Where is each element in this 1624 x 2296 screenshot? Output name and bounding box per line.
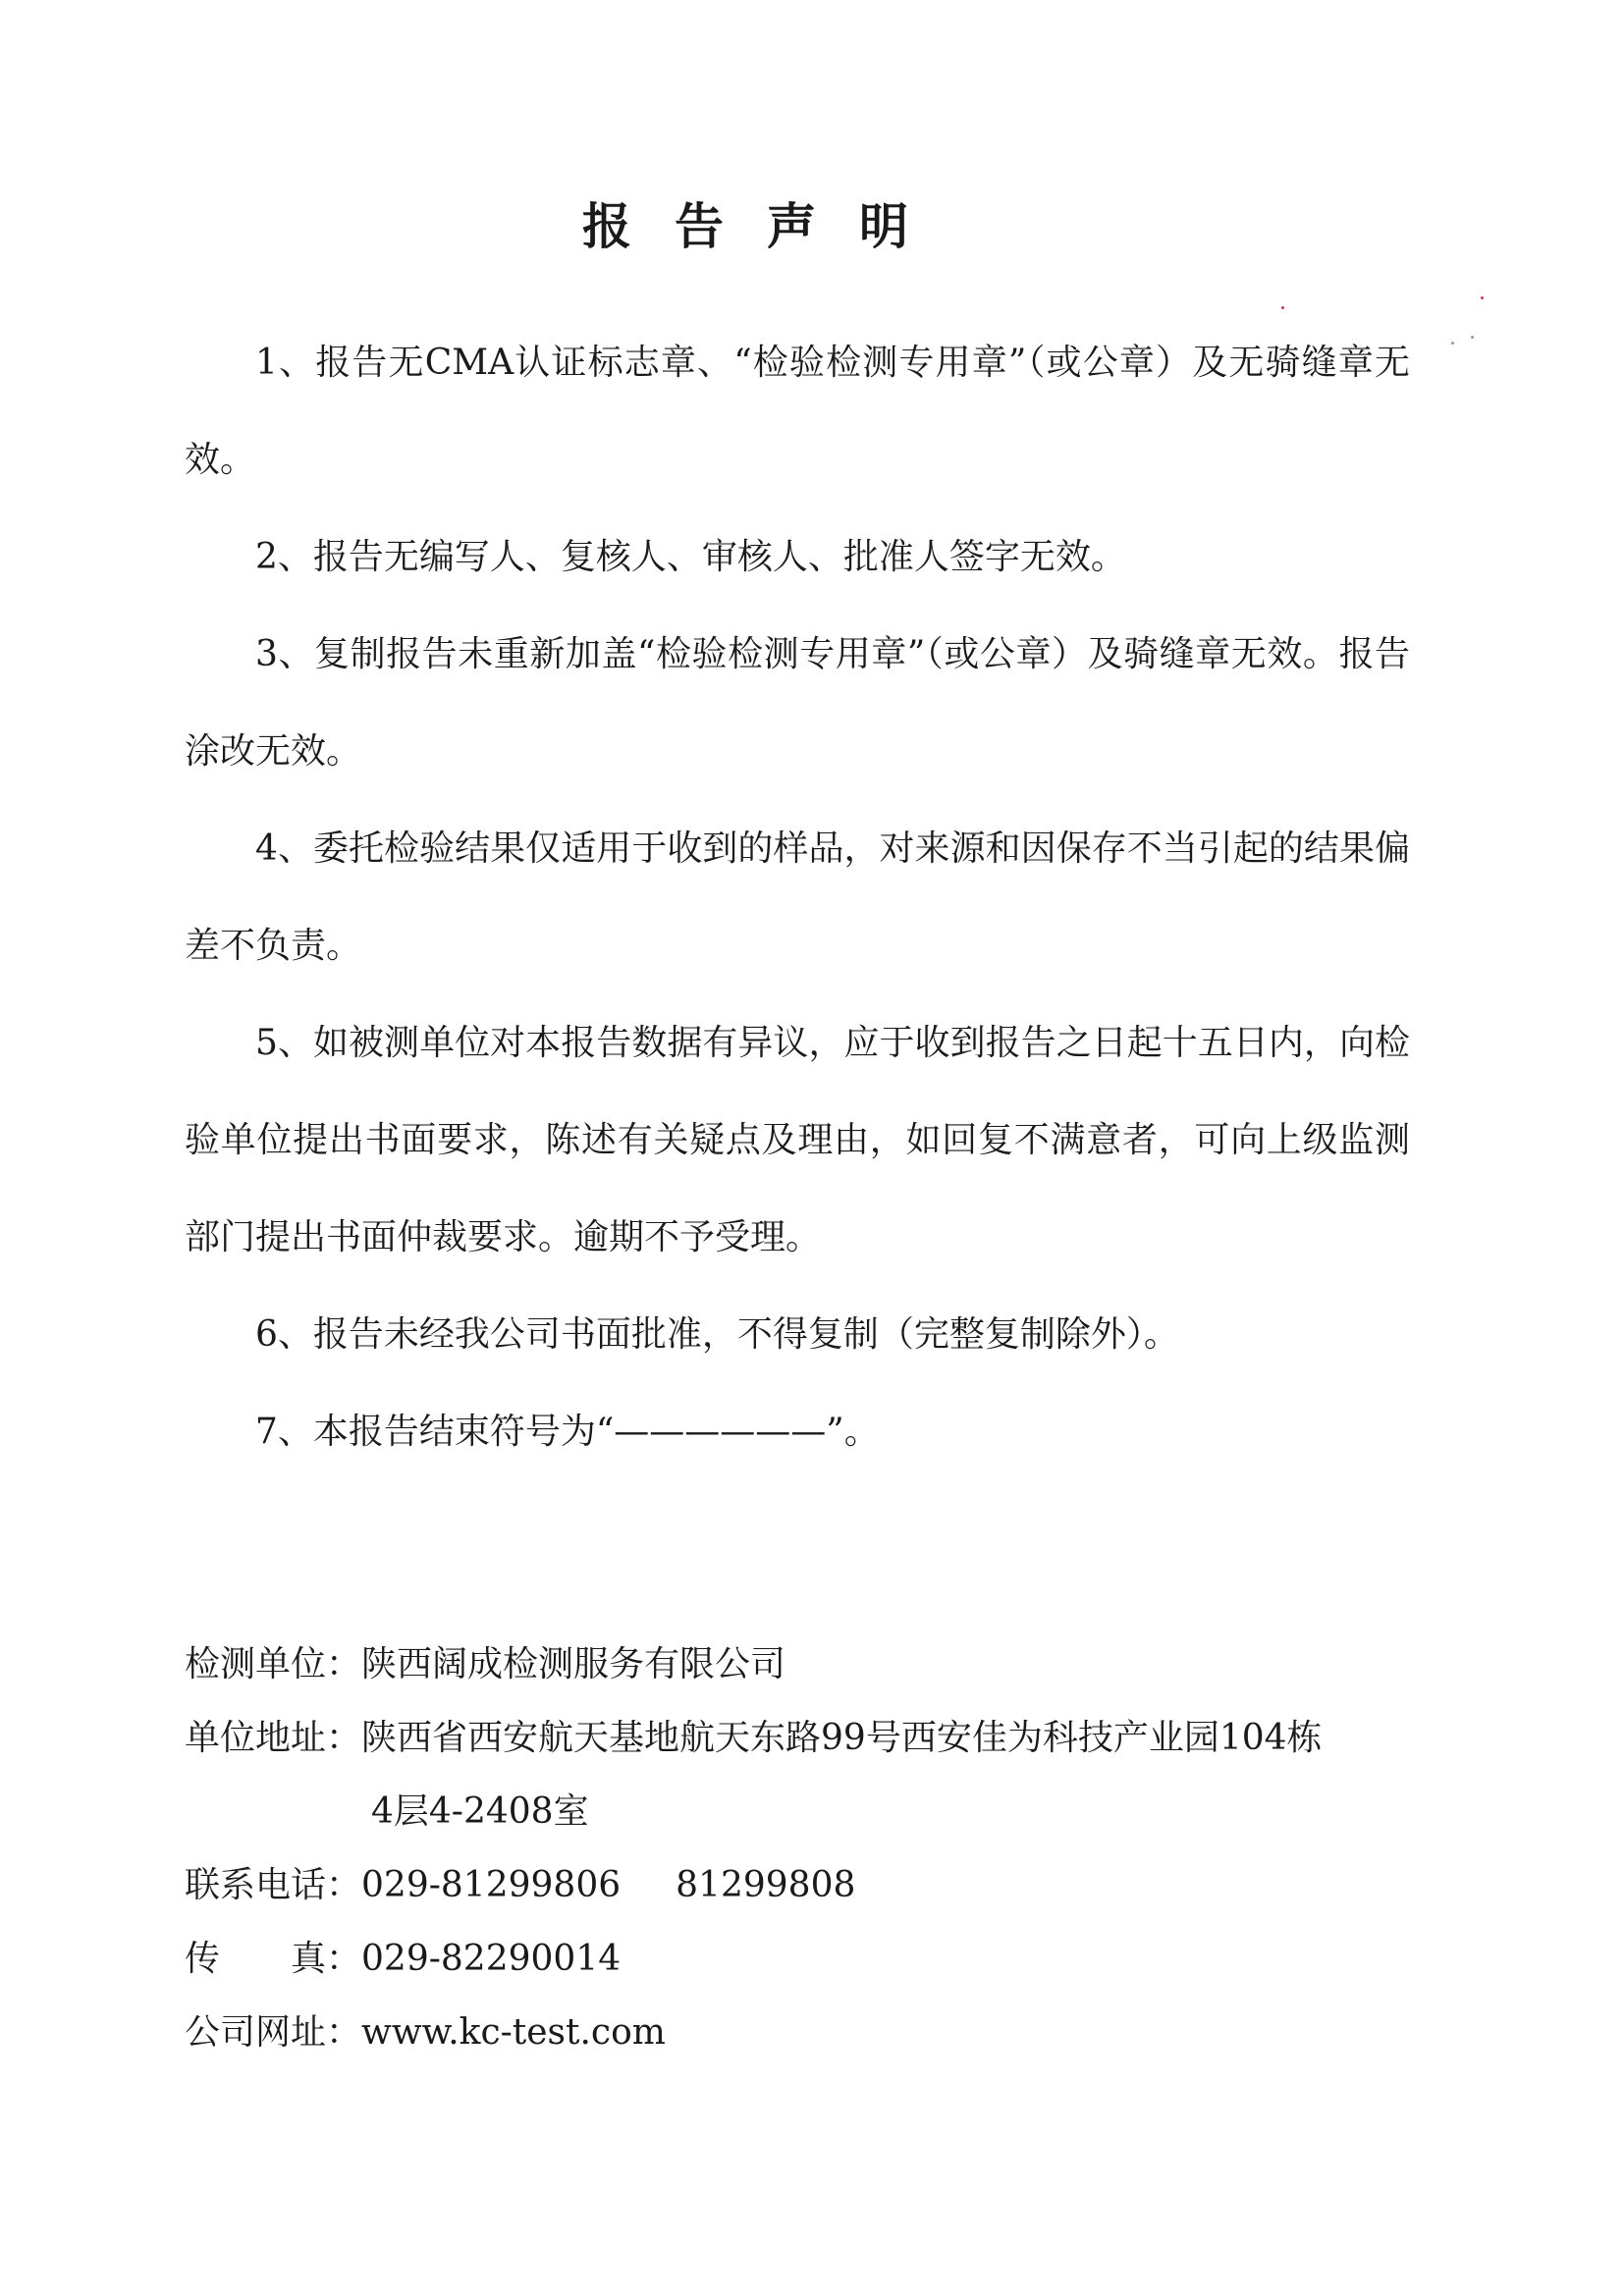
website-label: 公司网址： xyxy=(185,2012,362,2053)
unit-label: 检测单位： xyxy=(185,1644,362,1684)
address-line-2: 4层4-2408室 xyxy=(371,1791,589,1832)
phone-value-2: 81299808 xyxy=(676,1865,856,1905)
scan-speck xyxy=(1481,296,1484,299)
info-row-address xyxy=(185,1701,1461,1775)
statement-4: 4、委托检验结果仅适用于收到的样品，对来源和因保存不当引起的结果偏差不负责。 xyxy=(185,828,1410,966)
address-label: 单位地址： xyxy=(185,1718,362,1758)
statement-list xyxy=(185,314,1410,1480)
info-row-fax xyxy=(185,1922,1461,1996)
company-info xyxy=(185,1628,1461,2069)
scan-speck xyxy=(1451,342,1454,345)
statement-5: 5、如被测单位对本报告数据有异议，应于收到报告之日起十五日内，向检验单位提出书面要求，陈述有关疑点及理由，如回复不满意者，可向上级监测部门提出书面仲裁要求。逾期不予受理。 xyxy=(185,1023,1410,1257)
unit-value: 陕西阔成检测服务有限公司 xyxy=(361,1644,786,1684)
info-row-unit xyxy=(185,1628,1461,1701)
info-row-website xyxy=(185,1996,1461,2069)
fax-value: 029-82290014 xyxy=(361,1939,622,1979)
info-row-phone xyxy=(185,1848,1461,1922)
page-title: 报告声明 xyxy=(582,197,951,255)
statement-7: 7、本报告结束符号为“——————”。 xyxy=(255,1412,880,1452)
address-line-1: 陕西省西安航天基地航天东路99号西安佳为科技产业园104栋 xyxy=(361,1718,1323,1758)
statement-2: 2、报告无编写人、复核人、审核人、批准人签字无效。 xyxy=(255,537,1126,577)
fax-colon: ： xyxy=(326,1939,362,1979)
statement-1: 1、报告无CMA认证标志章、“检验检测专用章”（或公章）及无骑缝章无效。 xyxy=(185,343,1410,480)
website-value: www.kc-test.com xyxy=(361,2012,666,2053)
info-row-address-cont xyxy=(185,1775,1461,1848)
phone-value-1: 029-81299806 xyxy=(361,1865,622,1905)
fax-label: 传真 xyxy=(185,1939,326,1979)
scan-speck xyxy=(1471,336,1474,339)
statement-3: 3、复制报告未重新加盖“检验检测专用章”（或公章）及骑缝章无效。报告涂改无效。 xyxy=(185,634,1410,772)
phone-label: 联系电话： xyxy=(185,1865,362,1905)
scan-speck xyxy=(1281,306,1284,309)
statement-6: 6、报告未经我公司书面批准，不得复制（完整复制除外）。 xyxy=(255,1314,1179,1355)
